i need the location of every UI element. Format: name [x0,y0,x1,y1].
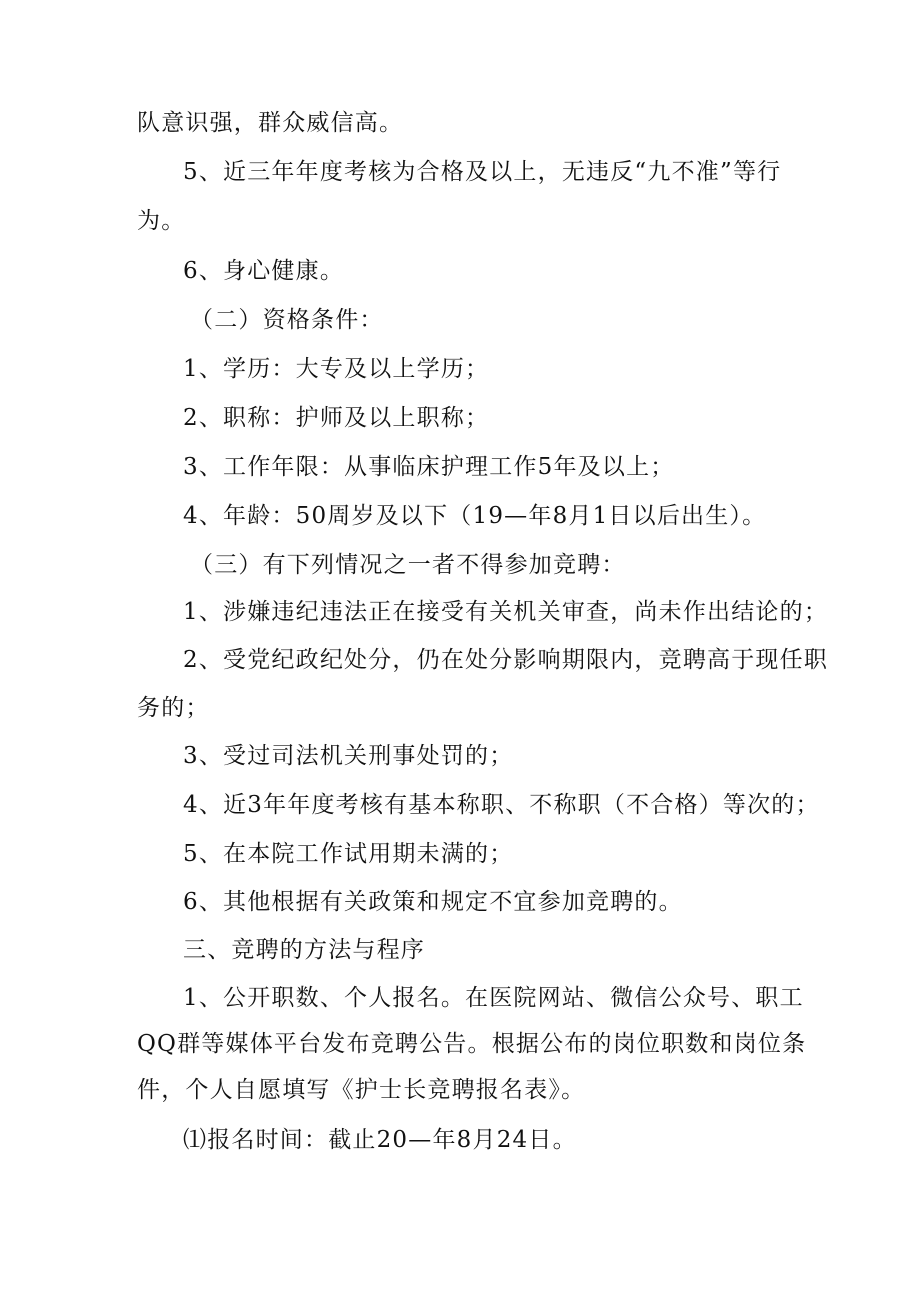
text-line: ⑴报名时间：截止20—年8月24日。 [183,1127,577,1153]
text-line: 3、受过司法机关刑事处罚的； [183,743,514,769]
text-line: 5、近三年年度考核为合格及以上，无违反“九不准”等行 [183,159,782,185]
section-heading: （二）资格条件： [190,307,384,333]
text-line: 1、学历：大专及以上学历； [183,356,490,382]
text-line: 4、近3年年度考核有基本称职、不称职（不合格）等次的； [183,792,820,818]
text-line: 5、在本院工作试用期未满的； [183,841,514,867]
section-heading: （三）有下列情况之一者不得参加竞聘： [190,552,626,578]
text-line: 4、年龄：50周岁及以下（19—年8月1日以后出生）。 [183,503,767,529]
text-line: 1、公开职数、个人报名。在医院网站、微信公众号、职工 [183,985,804,1011]
text-line: 3、工作年限：从事临床护理工作5年及以上； [183,454,675,480]
text-line: 2、受党纪政纪处分，仍在处分影响期限内，竞聘高于现任职 [183,647,829,673]
text-line: 6、身心健康。 [183,258,345,284]
text-line: 1、涉嫌违纪违法正在接受有关机关审查，尚未作出结论的； [183,599,829,625]
text-line: QQ群等媒体平台发布竞聘公告。根据公布的岗位职数和岗位条 [137,1031,807,1057]
text-line: 务的； [137,695,210,721]
text-line: 队意识强，群众威信高。 [137,110,404,136]
text-line: 件，个人自愿填写《护士长竞聘报名表》。 [137,1077,586,1103]
text-line: 2、职称：护师及以上职称； [183,405,490,431]
text-line: 6、其他根据有关政策和规定不宜参加竞聘的。 [183,889,683,915]
text-line: 为。 [137,208,186,234]
section-heading: 三、竞聘的方法与程序 [183,937,425,963]
